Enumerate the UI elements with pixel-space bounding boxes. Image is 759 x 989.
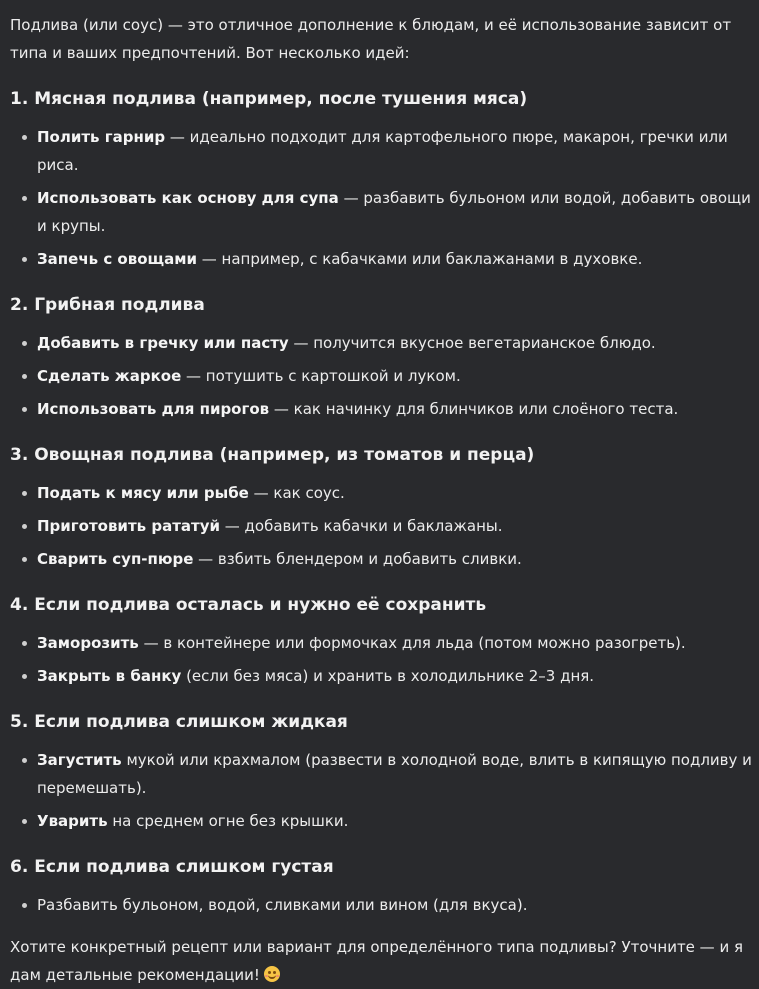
- list-item: [10, 891, 757, 919]
- list-item-term: Запечь с овощами: [37, 250, 198, 268]
- section-heading: 6. Если подлива слишком густая: [10, 857, 334, 877]
- sections-container: [10, 85, 759, 919]
- list-item: [10, 545, 757, 573]
- list-item: [10, 245, 757, 273]
- outro-text: Хотите конкретный рецепт или вариант для определённого типа подливы? Уточните — и я дам детальные рекомендации!: [10, 938, 743, 984]
- smiling-face-emoji-icon: [264, 966, 280, 982]
- list-item: [10, 395, 757, 423]
- list-item-text: — как начинку для блинчиков или слоёного теста.: [269, 400, 679, 418]
- bullet-dot-icon: [22, 374, 27, 379]
- bullet-dot-icon: [22, 903, 27, 908]
- list-item-term: Использовать для пирогов: [37, 400, 270, 418]
- bullet-dot-icon: [22, 758, 27, 763]
- section-heading: 5. Если подлива слишком жидкая: [10, 712, 348, 732]
- list-item: [10, 184, 757, 240]
- bullet-dot-icon: [22, 135, 27, 140]
- bullet-dot-icon: [22, 524, 27, 529]
- list-item: [10, 479, 757, 507]
- list-item-text: мукой или крахмалом (развести в холодной воде, влить в кипящую подливу и перемешать).: [37, 751, 752, 797]
- bullet-list: [10, 123, 759, 273]
- list-item: [10, 329, 757, 357]
- list-item-text: — как соус.: [248, 484, 345, 502]
- bullet-list: [10, 629, 759, 690]
- section-heading: 2. Грибная подлива: [10, 295, 205, 315]
- bullet-list: [10, 329, 759, 423]
- list-item-term: Заморозить: [37, 634, 139, 652]
- list-item-text: — в контейнере или формочках для льда (потом можно разогреть).: [138, 634, 686, 652]
- list-item: [10, 362, 757, 390]
- list-item-term: Приготовить рататуй: [37, 517, 221, 535]
- bullet-dot-icon: [22, 491, 27, 496]
- list-item-term: Полить гарнир: [37, 128, 166, 146]
- bullet-dot-icon: [22, 557, 27, 562]
- list-item-text: — потушить с картошкой и луком.: [181, 367, 461, 385]
- list-item-term: Добавить в гречку или пасту: [37, 334, 289, 352]
- list-item-term: Сварить суп-пюре: [37, 550, 194, 568]
- list-item-term: Сделать жаркое: [37, 367, 182, 385]
- list-item-text: — идеально подходит для картофельного пюре, макарон, гречки или риса.: [37, 128, 728, 174]
- list-item: [10, 662, 757, 690]
- section-heading: 4. Если подлива осталась и нужно её сохранить: [10, 595, 487, 615]
- list-item-term: Использовать как основу для супа: [37, 189, 339, 207]
- list-item-text: — добавить кабачки и баклажаны.: [220, 517, 503, 535]
- list-item: [10, 123, 757, 179]
- bullet-dot-icon: [22, 196, 27, 201]
- list-item-text: — взбить блендером и добавить сливки.: [193, 550, 522, 568]
- list-item: [10, 512, 757, 540]
- section-heading: 3. Овощная подлива (например, из томатов и перца): [10, 445, 535, 465]
- list-item: [10, 807, 757, 835]
- bullet-dot-icon: [22, 341, 27, 346]
- bullet-dot-icon: [22, 819, 27, 824]
- bullet-list: [10, 479, 759, 573]
- bullet-dot-icon: [22, 257, 27, 262]
- list-item-text: — например, с кабачками или баклажанами в духовке.: [197, 250, 643, 268]
- outro-paragraph: [10, 933, 745, 989]
- list-item-term: Уварить: [37, 812, 108, 830]
- bullet-dot-icon: [22, 674, 27, 679]
- intro-paragraph: Подлива (или соус) — это отличное дополнение к блюдам, и её использование зависит от типа и ваших предпочтений. Вот несколько идей:: [10, 16, 732, 62]
- list-item-text: (если без мяса) и хранить в холодильнике 2–3 дня.: [181, 667, 595, 685]
- bullet-dot-icon: [22, 641, 27, 646]
- list-item-text: на среднем огне без крышки.: [107, 812, 349, 830]
- list-item-text: — получится вкусное вегетарианское блюдо.: [288, 334, 656, 352]
- list-item-term: Подать к мясу или рыбе: [37, 484, 249, 502]
- list-item-term: Закрыть в банку: [37, 667, 182, 685]
- bullet-list: [10, 891, 759, 919]
- bullet-list: [10, 746, 759, 835]
- list-item-text: — разбавить бульоном или водой, добавить овощи и крупы.: [37, 189, 751, 235]
- list-item-term: Загустить: [37, 751, 122, 769]
- list-item: [10, 746, 757, 802]
- bullet-dot-icon: [22, 407, 27, 412]
- section-heading: 1. Мясная подлива (например, после тушения мяса): [10, 89, 528, 109]
- list-item: [10, 629, 757, 657]
- list-item-text: Разбавить бульоном, водой, сливками или вином (для вкуса).: [37, 896, 528, 914]
